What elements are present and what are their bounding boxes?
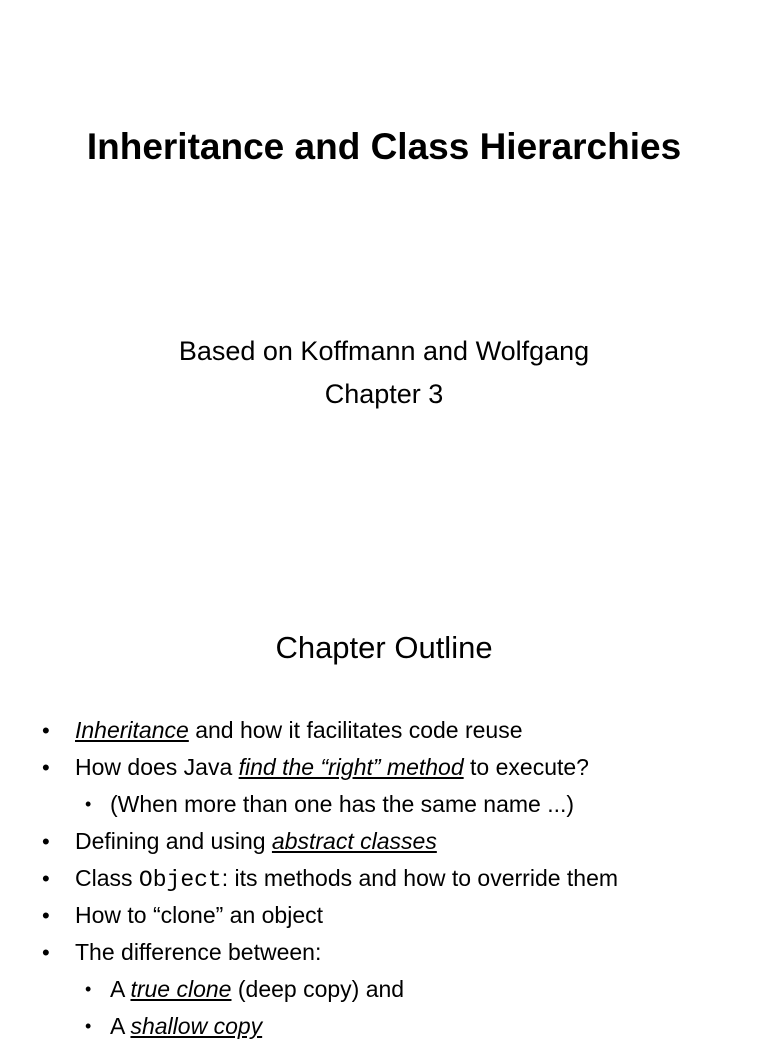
bullet-dot-icon: • [42, 866, 50, 891]
bullet-dot-icon: • [42, 718, 50, 743]
bullet-emphasis: find the “right” method [238, 754, 464, 780]
bullet-text: Defining and using [75, 828, 272, 854]
bullet-dot-icon: • [85, 979, 92, 999]
bullet-emphasis: Inheritance [75, 717, 189, 743]
bullet-text: How does Java [75, 754, 239, 780]
bullet-subitem-shallow-copy [0, 1008, 768, 1045]
subtitle-chapter: Chapter 3 [324, 379, 444, 409]
bullet-item-clone [0, 897, 768, 934]
bullet-dot-icon: • [42, 755, 50, 780]
bullet-text: A [110, 1013, 131, 1039]
outline-bullet-list [0, 712, 768, 1045]
bullet-text: and how it facilitates code reuse [188, 717, 523, 743]
bullet-emphasis: abstract classes [271, 828, 437, 854]
bullet-text: (deep copy) and [231, 976, 405, 1002]
slide-subtitle [0, 330, 768, 416]
bullet-subitem-true-clone [0, 971, 768, 1008]
bullet-text: : its methods and how to override them [221, 865, 619, 891]
bullet-dot-icon: • [85, 794, 92, 814]
bullet-dot-icon: • [85, 1016, 92, 1036]
slide-title: Inheritance and Class Hierarchies [86, 126, 682, 167]
bullet-text: How to “clone” an object [75, 902, 324, 928]
outline-title: Chapter Outline [275, 630, 493, 665]
bullet-item-abstract-classes [0, 823, 768, 860]
bullet-item-inheritance [0, 712, 768, 749]
bullet-dot-icon: • [42, 940, 50, 965]
bullet-item-right-method [0, 749, 768, 786]
bullet-text: A [110, 976, 131, 1002]
bullet-code: Object [138, 867, 222, 893]
bullet-text: (When more than one has the same name ...) [110, 791, 575, 817]
bullet-item-class-object [0, 860, 768, 897]
bullet-emphasis: shallow copy [130, 1013, 263, 1039]
bullet-dot-icon: • [42, 829, 50, 854]
bullet-text: The difference between: [75, 939, 322, 965]
bullet-text: to execute? [463, 754, 589, 780]
subtitle-source: Based on Koffmann and Wolfgang [178, 336, 590, 366]
bullet-emphasis: true clone [130, 976, 232, 1002]
bullet-item-difference [0, 934, 768, 971]
bullet-text: Class [75, 865, 139, 891]
bullet-dot-icon: • [42, 903, 50, 928]
bullet-subitem-same-name [0, 786, 768, 823]
